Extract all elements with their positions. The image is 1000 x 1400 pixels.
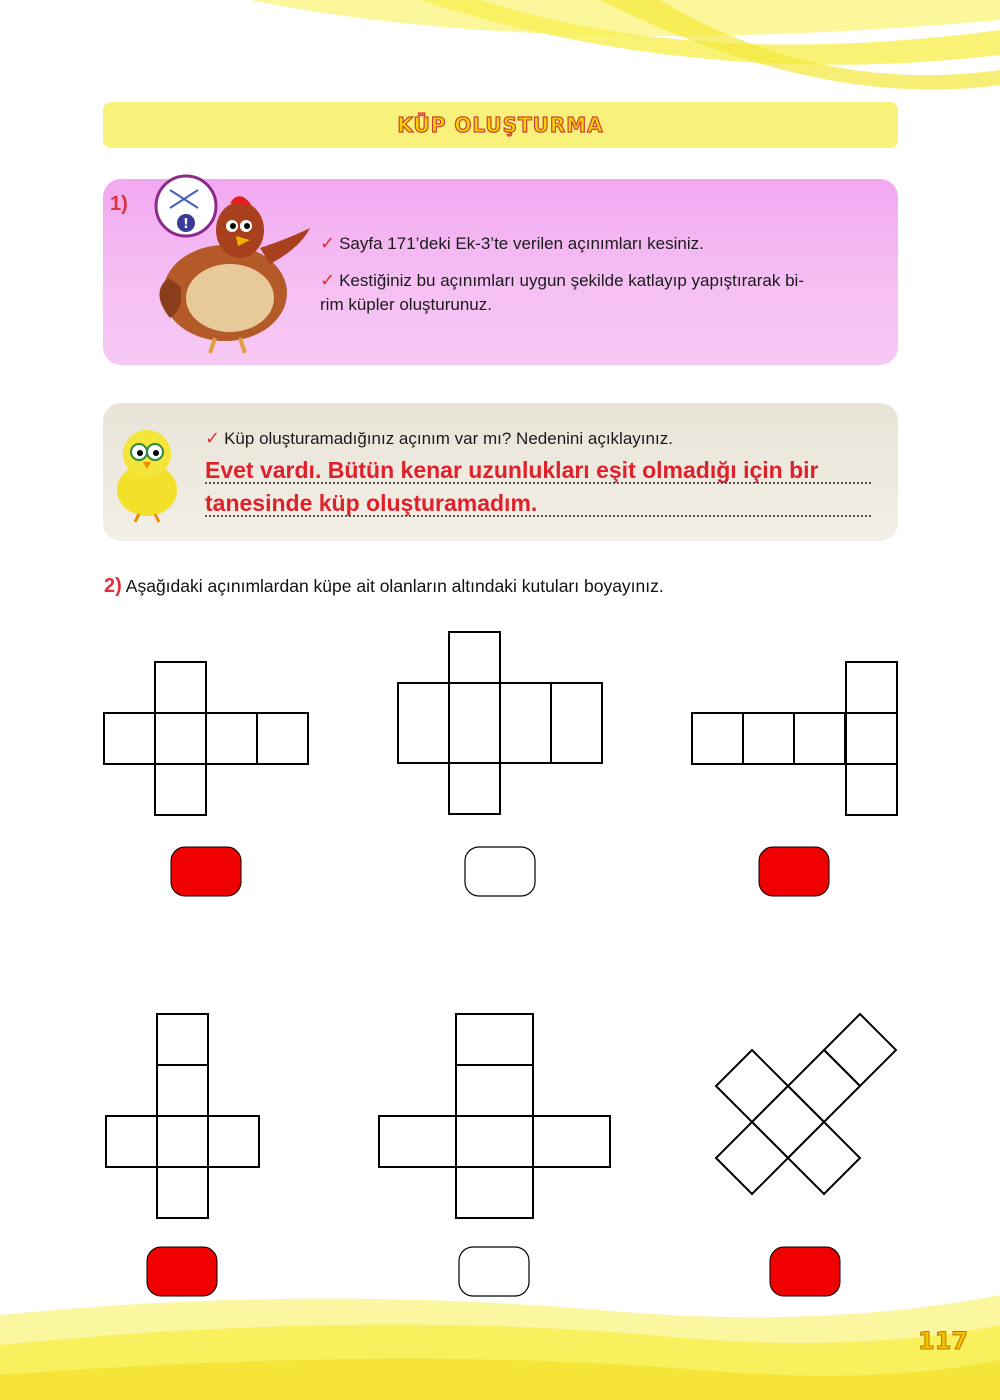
net-2 (398, 632, 602, 814)
net-6 (716, 1014, 896, 1194)
question-2-text: Aşağıdaki açınımlardan küpe ait olanların altındaki kutuları boyayınız. (125, 576, 664, 596)
answer-box-2[interactable] (465, 847, 535, 896)
instruction-line-1: ✓ Sayfa 171’deki Ek-3’te verilen açınımları kesiniz. (320, 233, 704, 253)
check-icon: ✓ (205, 428, 221, 448)
bottom-wave-decoration (0, 1285, 1000, 1400)
page-number: 117 (918, 1327, 969, 1355)
question-1-number: 1) (110, 193, 128, 215)
net-3 (692, 662, 897, 815)
answer-box-1[interactable] (171, 847, 241, 896)
question-1b-text: ✓ Küp oluşturamadığınız açınım var mı? Nedenini açıklayınız. (205, 428, 673, 448)
answer-box-3[interactable] (759, 847, 829, 896)
instruction-line-3: rim küpler oluşturunuz. (320, 295, 492, 314)
net-5 (379, 1014, 610, 1218)
svg-text:!: ! (183, 217, 189, 232)
instruction-line-2: ✓ Kestiğiniz bu açınımları uygun şekilde katlayıp yapıştırarak bi- (320, 270, 804, 290)
net-1 (104, 662, 308, 815)
answer-line-1: Evet vardı. Bütün kenar uzunlukları eşit olmadığı için bir (205, 457, 819, 483)
page-title: KÜP OLUŞTURMA (397, 113, 604, 137)
net-4 (106, 1014, 259, 1218)
check-icon: ✓ (320, 233, 336, 253)
answer-line-2: tanesinde küp oluşturamadım. (205, 490, 538, 516)
check-icon: ✓ (320, 270, 336, 290)
question-2-number: 2) (104, 575, 122, 597)
